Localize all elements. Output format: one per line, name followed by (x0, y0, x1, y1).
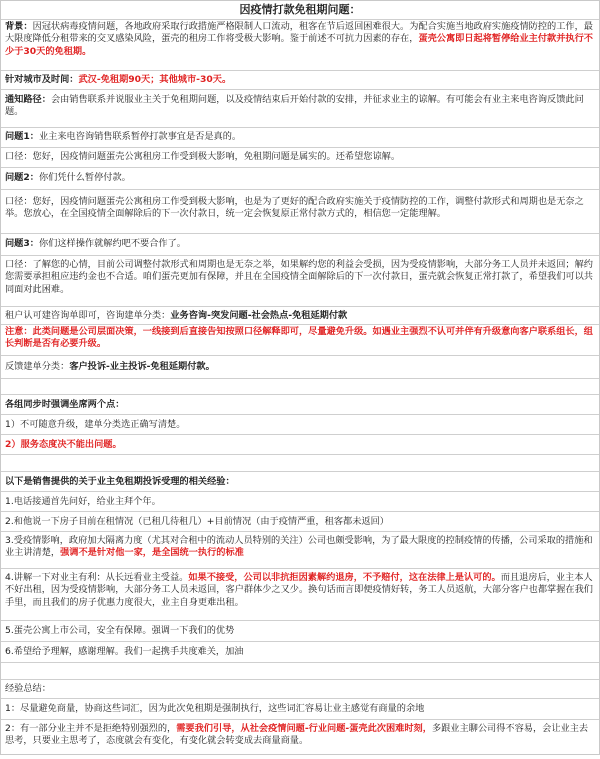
complaint-prefix: 反馈建单分类： (5, 361, 70, 372)
question2-label: 问题2： (5, 172, 39, 183)
background-highlight: 蛋壳公寓即日起将暂停给业主付款并执行不少于30天的免租期。 (5, 33, 593, 57)
question1-label: 问题1： (5, 131, 39, 142)
target-row (1, 71, 599, 90)
question2-text: 你们凭什么暂停付款。 (38, 172, 131, 183)
question1-text: 业主来电咨询销售联系暂停打款事宜是否是真的。 (38, 131, 242, 142)
experience-item-3 (1, 532, 599, 569)
background-row (1, 20, 599, 71)
notify-label: 通知路径： (5, 94, 51, 105)
summary-heading: 经验总结： (1, 680, 599, 699)
target-label: 针对城市及时间： (5, 74, 79, 85)
page-title: 因疫情打款免租期问题： (1, 1, 599, 20)
answer1-row: 口径：您好，因疫情问题蛋壳公寓租房工作受到极大影响，免租期问题是属实的。还希望您谅解。 (1, 148, 599, 168)
spacer-row (1, 379, 599, 395)
summary-point-2-emphasis: 需要我们引导，从社会疫情问题-行业问题-蛋壳此次困难时刻， (176, 723, 432, 734)
target-value: 武汉-免租期90天；其他城市-30天。 (78, 74, 232, 85)
question1-row (1, 128, 599, 148)
answer3-row: 口径：了解您的心情，目前公司调整付款形式和周期也是无奈之举，如果解约您的利益会受损，因为受疫情影响，大部分务工人员并未返回；解约您需要承担租应违约金也不合适。咱们蛋壳更加有保障，并且在全国疫情全面解除后的下一次付款日，蛋壳就会恢复正常打款了，希望我们可以共同面对此困难。 (1, 256, 599, 307)
summary-point-2-text: 2：有一部分业主并不是拒绝特别强烈的， (5, 723, 177, 734)
experience-item-1: 1.电话接通首先问好，给业主拜个年。 (1, 492, 599, 512)
sync-heading: 各组同步时强调坐席两个点： (1, 395, 599, 415)
notice-row: 注意：此类问题是公司层面决策，一线接到后直接告知按照口径解释即可，尽量避免升级。如遇业主强烈不认可并伴有升级意向客户联系组长，组长判断是否有必要升级。 (1, 325, 599, 356)
experience-item-2: 2.和他说一下房子目前在租情况（已租几待租几）+目前情况（由于疫情严重，租客都未返回） (1, 512, 599, 532)
experience-item-4-text: 4.讲解一下对业主有利：从长远看业主受益。 (5, 572, 189, 583)
question3-text: 你们这样操作就解约吧不要合作了。 (38, 238, 186, 249)
notify-row (1, 90, 599, 128)
sync-point-1: 1）不可随意升级，建单分类选正确写清楚。 (1, 415, 599, 435)
experience-item-6: 6.希望给予理解，感谢理解。我们一起携手共度难关，加油 (1, 642, 599, 663)
experience-item-4 (1, 569, 599, 621)
summary-point-2 (1, 720, 599, 754)
question3-row (1, 234, 599, 256)
consult-prefix: 租户认可建咨询单即可，咨询建单分类： (5, 310, 171, 321)
spacer-row (1, 663, 599, 680)
background-text: 因冠状病毒疫情问题，各地政府采取行政措施严格限制人口流动，租客在节后返回困难很大。为配合实施当地政府实施疫情防控的工作，最大限度降低分租带来的交叉感染风险，蛋壳的租房工作将受极大影响。鉴于前述不可抗力因素的存在， (5, 21, 593, 45)
complaint-category: 客户投诉-业主投诉-免租延期付款。 (69, 361, 215, 372)
sync-point-2: 2）服务态度决不能出问题。 (1, 435, 599, 455)
experience-item-5: 5.蛋壳公寓上市公司，安全有保障。强调一下我们的优势 (1, 621, 599, 642)
experience-item-3-emphasis: 强调不是针对他一家，是全国统一执行的标准 (60, 547, 244, 559)
consult-category: 业务咨询-突发问题-社会热点-免租延期付款 (170, 310, 348, 321)
question3-label: 问题3： (5, 238, 39, 249)
spacer-row (1, 455, 599, 472)
question2-row (1, 168, 599, 190)
experience-item-3-text: 3.受疫情影响，政府加大隔离力度（尤其对合租中的流动人员特别的关注）公司也颇受影响，为了最大限度的控制疫情的传播，公司采取的措施和业主讲清楚， (5, 535, 593, 559)
summary-point-1: 1：尽量避免商量，协商这些词汇，因为此次免租期是强制执行，这些词汇容易让业主感觉有商量的余地 (1, 699, 599, 720)
notify-text: 会由销售联系并说服业主关于免租期问题，以及疫情结束后开始付款的安排，并征求业主的谅解。有可能会有业主来电咨询反馈此问题。 (5, 94, 584, 118)
answer2-row: 口径：您好，因疫情问题蛋壳公寓租房工作受到极大影响，也是为了更好的配合政府实施关于疫情防控的工作，调整付款形式和周期也是无奈之举。您放心，在全国疫情全面解除后的下一次付款日，统一定会恢复原正常付款方式的，相信您一定能理解。 (1, 190, 599, 234)
summary-point-2-detail: 多跟业主聊公司得不容易，会让业主去思考，只要业主思考了，态度就会有变化，有变化就会转变成去商量商量。 (5, 723, 589, 747)
experience-item-4-detail: 而且退房后，业主本人不好出租，因为受疫情影响，大部分务工人员未返回，客户群体少之又少。换句话而言即便疫情好转，务工人员返航，大部分客户也都掌握在我们手里，而且我们的房子优惠力度很大，业主自身更难出租。 (5, 572, 593, 608)
complaint-row (1, 356, 599, 379)
background-label: 背景： (5, 21, 33, 32)
consult-row (1, 307, 599, 325)
experience-item-4-emphasis: 如果不接受，公司以非抗拒因素解约退房，不予赔付，这在法律上是认可的。 (188, 572, 501, 583)
experience-heading: 以下是销售提供的关于业主免租期投诉受理的相关经验： (1, 472, 599, 492)
